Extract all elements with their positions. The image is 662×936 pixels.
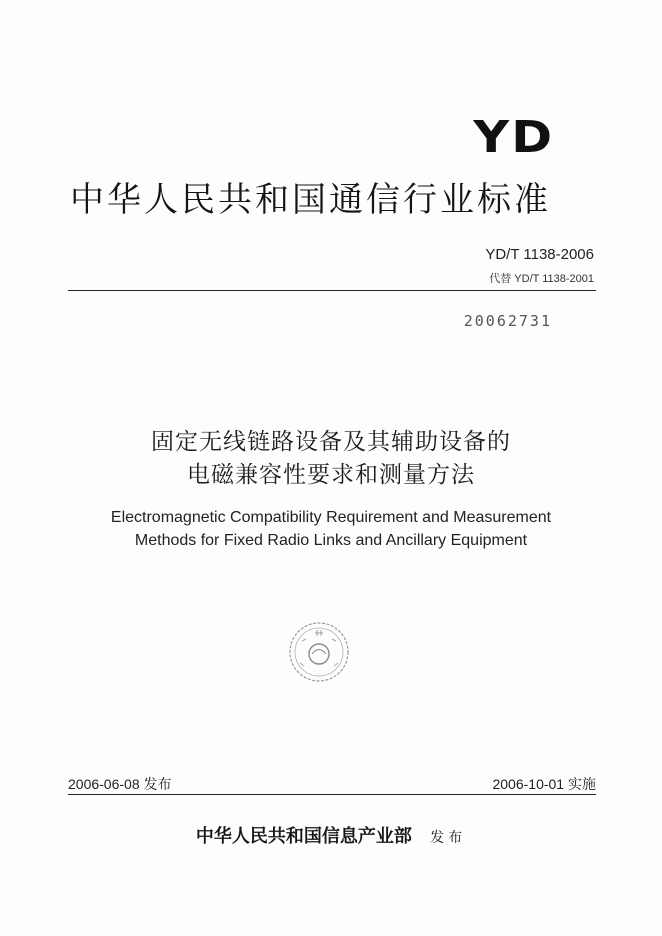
standard-number: YD/T 1138-2006 (485, 246, 594, 263)
organization-title: 中华人民共和国通信行业标准 (70, 180, 551, 220)
title-english-line2: Methods for Fixed Radio Links and Ancillary Equipment (134, 532, 528, 549)
bottom-divider (68, 794, 596, 795)
title-chinese-line1: 固定无线链路设备及其辅助设备的 (151, 429, 511, 455)
stamp-number: 20062731 (463, 312, 552, 330)
publisher-name: 中华人民共和国信息产业部 (195, 826, 412, 847)
publisher-line (0, 822, 662, 848)
issue-date: 2006-06-08 发布 (68, 776, 172, 792)
title-chinese-line2: 电磁兼容性要求和测量方法 (187, 462, 475, 488)
replaces-standard: 代替 YD/T 1138-2001 (489, 273, 594, 285)
top-divider (68, 290, 596, 291)
publisher-action: 发布 (430, 830, 467, 846)
title-english-line1: Electromagnetic Compatibility Requirement and Measurement (110, 509, 552, 526)
yd-logo: YD (472, 112, 554, 163)
official-seal-icon (288, 621, 350, 683)
effective-date: 2006-10-01 实施 (492, 776, 596, 792)
